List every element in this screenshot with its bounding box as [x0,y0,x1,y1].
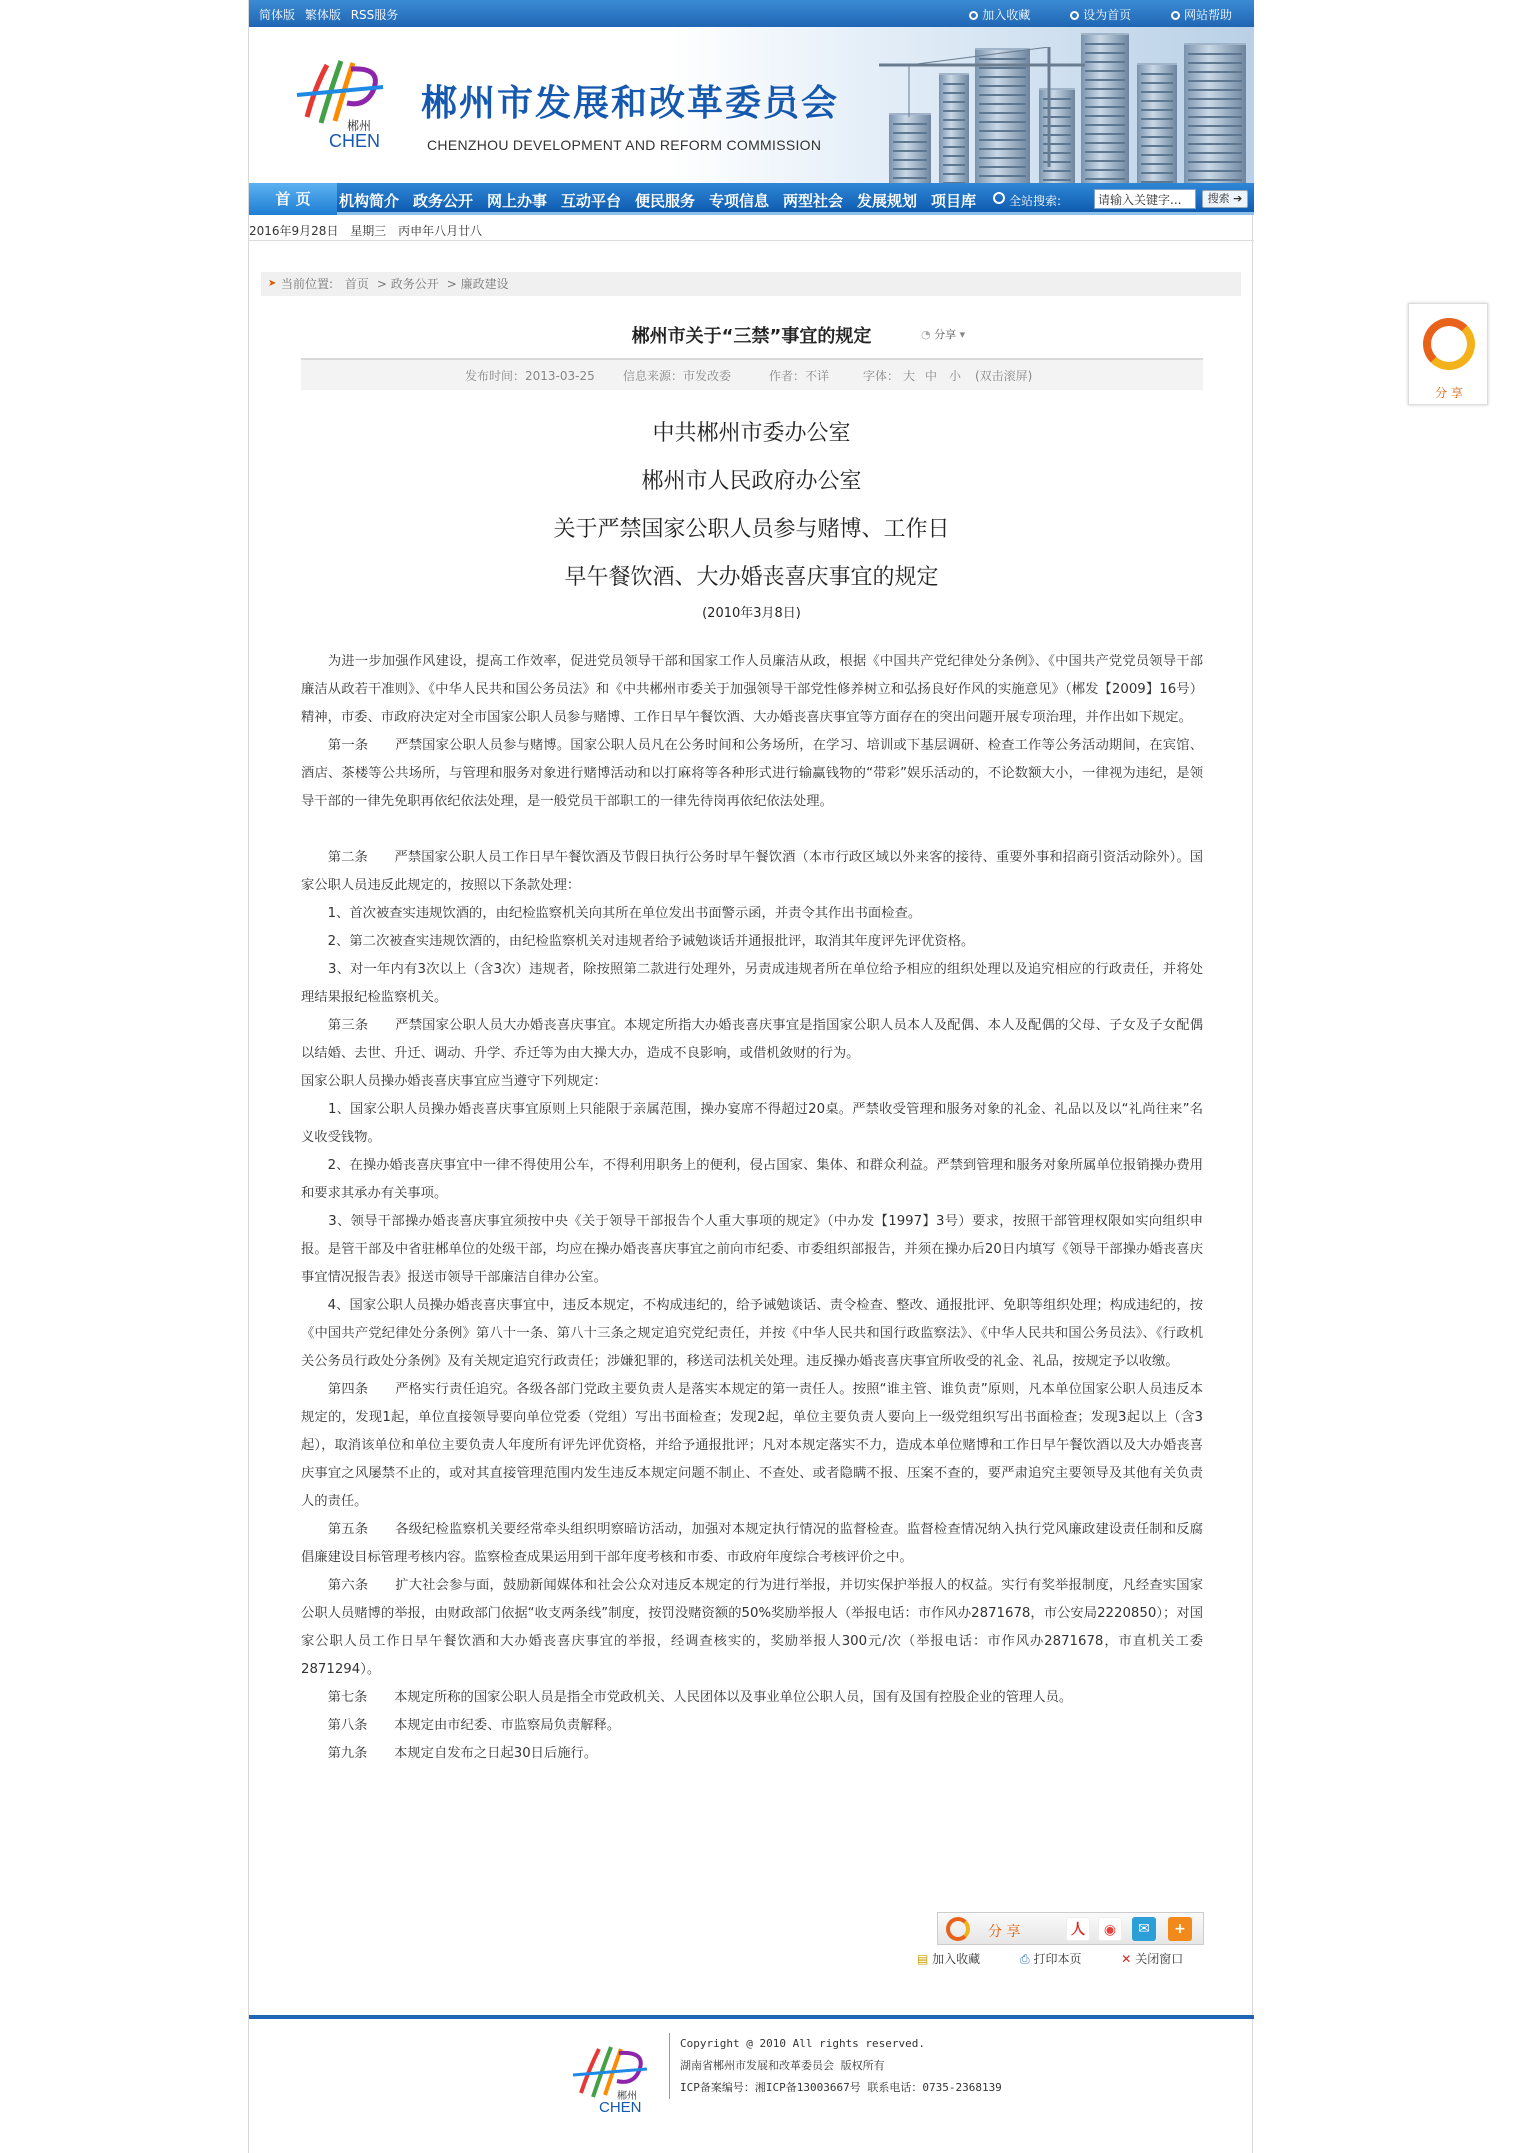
footer-actions [917,1950,1219,1967]
paragraph: 4、国家公职人员操办婚丧喜庆事宜中，违反本规定，不构成违纪的，给予诫勉谈话、责令检查、整改、通报批评、免职等组织处理；构成违纪的，按《中国共产党纪律处分条例》第八十一条、第八十三条之规定追究党纪责任，并按《中华人民共和国行政监察法》、《中华人民共和国公务员法》、《行政机关公务员行政处分条例》及有关规定追究行政责任；涉嫌犯罪的，移送司法机关处理。违反操办婚丧喜庆事宜所收受的礼金、礼品，按规定予以收缴。 [301,1298,1203,1369]
circle-icon [1171,11,1180,20]
owner-text: 湖南省郴州市发展和改革委员会 版权所有 [680,2059,885,2072]
link-set-homepage[interactable]: 设为首页 [1070,8,1131,22]
nav-item-interaction[interactable]: 互动平台 [561,192,622,210]
paragraph: 1、国家公职人员操办婚丧喜庆事宜原则上只能限于亲属范围，操办宴席不得超过20桌。严禁收受管理和服务对象的礼金、礼品以及以“礼尚往来”名义收受钱物。 [301,1102,1203,1145]
paragraph [301,816,1203,844]
nav-item-about[interactable]: 机构简介 [339,192,400,210]
paragraph: 3、对一年内有3次以上（含3次）违规者，除按照第二款进行处理外，另责成违规者所在单位给予相应的组织处理以及追究相应的行政责任，并将处理结果报纪检监察机关。 [301,962,1203,1005]
divider [249,240,1254,241]
page-container [248,0,1253,2153]
paragraph: 为进一步加强作风建设，提高工作效率，促进党员领导干部和国家工作人员廉洁从政，根据《中国共产党纪律处分条例》、《中国共产党党员领导干部廉洁从政若干准则》、《中华人民共和国公务员法》和《中共郴州市委关于加强领导干部党性修养树立和弘扬良好作风的实施意见》（郴发【2009】16号）精神，市委、市政府决定对全市国家公职人员参与赌博、工作日早午餐饮酒、大办婚丧喜庆事宜等方面存在的突出问题开展专项治理，并作出如下规定。 [301,654,1203,725]
breadcrumb-home[interactable]: 首页 [344,277,369,291]
heading-line: 早午餐饮酒、大办婚丧喜庆事宜的规定 [564,565,939,590]
search-label: 全站搜索: [1009,194,1062,208]
article-body [301,648,1203,1768]
author: 作者：不详 [769,369,830,383]
font-size-medium[interactable]: 中 [925,369,938,383]
article-title: 郴州市关于“三禁”事宜的规定 [631,326,872,347]
lunar-date: 丙申年八月廿八 [398,224,483,238]
paragraph: 3、领导干部操办婚丧喜庆事宜须按中央《关于领导干部报告个人重大事项的规定》（中办发【1997】3号）要求，按照干部管理权限如实向组织申报。是管干部及中省驻郴单位的处级干部，均应在操办婚丧喜庆事宜之前向市纪委、市委组织部报告，并须在操办后20日内填写《领导干部操办婚丧喜庆事宜情况报告表》报送市领导干部廉洁自律办公室。 [301,1214,1203,1285]
breadcrumb: ➤ 当前位置: 首页 > 政务公开 > 廉政建设 [261,272,1241,296]
font-size-small[interactable]: 小 [949,369,962,383]
paragraph: 第三条 严禁国家公职人员大办婚丧喜庆事宜。本规定所指大办婚丧喜庆事宜是指国家公职人员本人及配偶、本人及配偶的父母、子女及子女配偶以结婚、去世、升迁、调动、升学、乔迁等为由大操大办，造成不良影响，或借机敛财的行为。 [301,1018,1203,1061]
article-meta [301,358,1203,390]
heading-line: 郴州市人民政府办公室 [641,469,862,494]
floating-share-label: 分 享 [1435,386,1463,400]
date-line [249,222,490,239]
paragraph: 第六条 扩大社会参与面，鼓励新闻媒体和社会公众对违反本规定的行为进行举报，并切实保护举报人的权益。实行有奖举报制度，凡经查实国家公职人员赌博的举报，由财政部门依据“收支两条线”制度，按罚没赌资额的50%奖励举报人（举报电话：市作风办2871678，市公安局2220850）；对国家公职人员工作日早午餐饮酒和大办婚丧喜庆事宜的举报，经调查核实的，奖励举报人300元/次（举报电话：市作风办2871678，市直机关工委2871294）。 [301,1578,1203,1677]
share-bar-label: 分 享 [988,1924,1021,1940]
paragraph: 第九条 本规定自发布之日起30日后施行。 [301,1746,598,1761]
paragraph: 第二条 严禁国家公职人员工作日早午餐饮酒及节假日执行公务时早午餐饮酒（本市行政区域以外来客的接待、重要外事和招商引资活动除外）。国家公职人员违反此规定的，按照以下条款处理： [301,850,1203,893]
paragraph: 1、首次被查实违规饮酒的，由纪检监察机关向其所在单位发出书面警示函，并责令其作出书面检查。 [301,906,922,921]
info-source: 信息来源：市发改委 [623,369,732,383]
floating-share-widget[interactable] [1408,303,1488,405]
site-logo[interactable] [287,47,397,157]
share-bar [937,1912,1204,1945]
nav-item-convenience[interactable]: 便民服务 [635,192,696,210]
footer-logo-text-en: CHEN [599,2099,642,2116]
paragraph: 第五条 各级纪检监察机关要经常牵头组织明察暗访活动，加强对本规定执行情况的监督检查。监督检查情况纳入执行党风廉政建设责任制和反腐倡廉建设目标管理考核内容。监察检查成果运用到干部年度考核和市委、市政府年度综合考核评价之中。 [301,1522,1203,1565]
print-icon: ⎙ [1020,1952,1030,1966]
top-bar [249,0,1254,27]
nav-item-public-affairs[interactable]: 政务公开 [413,192,474,210]
font-size-label: 字体： [863,369,900,383]
share-mini-label: 分享 [934,328,957,341]
search-input[interactable] [1094,189,1196,209]
footer-logo-graphic [567,2037,657,2107]
link-simplified[interactable]: 简体版 [259,8,296,22]
link-site-help[interactable]: 网站帮助 [1171,8,1232,22]
logo-text-cn: 郴州 [347,119,372,133]
footer-info [669,2033,1002,2099]
qzone-share-icon[interactable]: ✉ [1132,1917,1156,1941]
nav-item-planning[interactable]: 发展规划 [857,192,918,210]
link-traditional[interactable]: 繁体版 [304,8,341,22]
footer [249,2015,1254,2153]
building-graphic [1184,43,1246,183]
paragraph: 第四条 严格实行责任追究。各级各部门党政主要负责人是落实本规定的第一责任人。按照“谁主管、谁负责”原则，凡本单位国家公职人员违反本规定的，发现1起，单位直接领导要向单位党委（党组）写出书面检查；发现2起，单位主要负责人要向上一级党组织写出书面检查；发现3起以上（含3起），取消该单位和单位主要负责人年度所有评先评优资格，并给予通报批评；凡对本规定落实不力，造成本单位赌博和工作日早午餐饮酒以及大办婚丧喜庆事宜之风屡禁不止的，或对其直接管理范围内发生违反本规定问题不制止、不查处、或者隐瞒不报、压案不查的，要严肃追究主要领导及其他有关负责人的责任。 [301,1382,1203,1509]
copyright-text: Copyright @ 2010 All rights reserved. [680,2037,926,2050]
search-button[interactable] [1202,190,1248,208]
paragraph: 2、在操办婚丧喜庆事宜中一律不得使用公车，不得利用职务上的便利，侵占国家、集体、和群众利益。严禁到管理和服务对象所属单位报销操办费用和要求其承办有关事项。 [301,1158,1203,1201]
current-weekday: 星期三 [350,224,387,238]
footer-logo [567,2037,657,2127]
top-bar-right [933,6,1232,23]
paragraph: 第一条 严禁国家公职人员参与赌博。国家公职人员凡在公务时间和公务场所，在学习、培训或下基层调研、检查工作等公务活动期间，在宾馆、酒店、茶楼等公共场所，与管理和服务对象进行赌博活动和以打麻将等各种形式进行输赢钱物的“带彩”娱乐活动的，不论数额大小，一律视为违纪，是领导干部的一律先免职再依纪依法处理，是一般党员干部职工的一律先待岗再依纪依法处理。 [301,738,1203,809]
nav-item-projects[interactable]: 项目库 [931,192,977,210]
heading-line: 关于严禁国家公职人员参与赌博、工作日 [553,517,950,542]
logo-text-en: CHEN [329,131,381,151]
link-rss[interactable]: RSS服务 [350,8,399,22]
heading-date: (2010年3月8日) [702,606,801,621]
more-share-icon[interactable]: + [1168,1917,1192,1941]
paragraph: 国家公职人员操办婚丧喜庆事宜应当遵守下列规定： [301,1074,607,1089]
breadcrumb-public-affairs[interactable]: 政务公开 [390,277,439,291]
chevron-down-icon: ▾ [959,328,966,341]
heading-line: 中共郴州市委办公室 [652,421,851,446]
publish-time: 发布时间：2013-03-25 [465,369,595,383]
arrow-right-icon: ➔ [1233,192,1243,205]
link-add-favorite[interactable]: 加入收藏 [969,8,1030,22]
share-logo-icon [946,1917,970,1941]
nav-home[interactable]: 首 页 [249,183,337,215]
site-subtitle: CHENZHOU DEVELOPMENT AND REFORM COMMISSION [427,137,822,153]
nav-item-two-type-society[interactable]: 两型社会 [783,192,844,210]
close-icon: ✕ [1121,1952,1132,1966]
renren-share-icon[interactable]: 人 [1066,1917,1090,1941]
font-size-large[interactable]: 大 [903,369,916,383]
site-title: 郴州市发展和改革委员会 [421,83,840,124]
article-headings [249,410,1254,626]
main-nav [249,183,1254,215]
crane-graphic [849,47,1089,167]
nav-item-online-service[interactable]: 网上办事 [487,192,548,210]
nav-item-special-info[interactable]: 专项信息 [709,192,770,210]
arrow-right-icon: ➤ [268,278,277,289]
share-mini-icon: ◔ [921,328,931,341]
circle-icon [1070,11,1079,20]
print-page-button[interactable]: ⎙ 打印本页 [1020,1952,1082,1966]
add-favorite-button[interactable]: ▤ 加入收藏 [917,1952,981,1966]
footer-logo-text-cn: 郴州 [617,2091,637,2102]
top-bar-left [259,6,404,23]
search-icon [993,192,1005,204]
close-window-button[interactable]: ✕ 关闭窗口 [1121,1952,1184,1966]
double-click-scroll: (双击滚屏) [975,369,1033,383]
header-banner [249,27,1254,183]
weibo-share-icon[interactable]: ◉ [1098,1917,1122,1941]
share-logo-icon [1423,318,1475,370]
icp-text: ICP备案编号：湘ICP备13003667号 联系电话：0735-2368139 [680,2081,1002,2094]
paragraph: 2、第二次被查实违规饮酒的，由纪检监察机关对违规者给予诫勉谈话并通报批评，取消其年度评先评优资格。 [301,934,975,949]
share-mini-button[interactable] [921,326,965,342]
circle-icon [969,11,978,20]
breadcrumb-label: 当前位置: [281,277,334,291]
favorite-icon: ▤ [917,1952,929,1966]
breadcrumb-integrity[interactable]: 廉政建设 [460,277,509,291]
search-button-label: 搜索 [1207,192,1230,205]
current-date: 2016年9月28日 [249,224,339,238]
paragraph: 第八条 本规定由市纪委、市监察局负责解释。 [301,1718,621,1733]
paragraph: 第七条 本规定所称的国家公职人员是指全市党政机关、人民团体以及事业单位公职人员，国有及国有控股企业的管理人员。 [301,1690,1073,1705]
building-graphic [1137,63,1177,183]
